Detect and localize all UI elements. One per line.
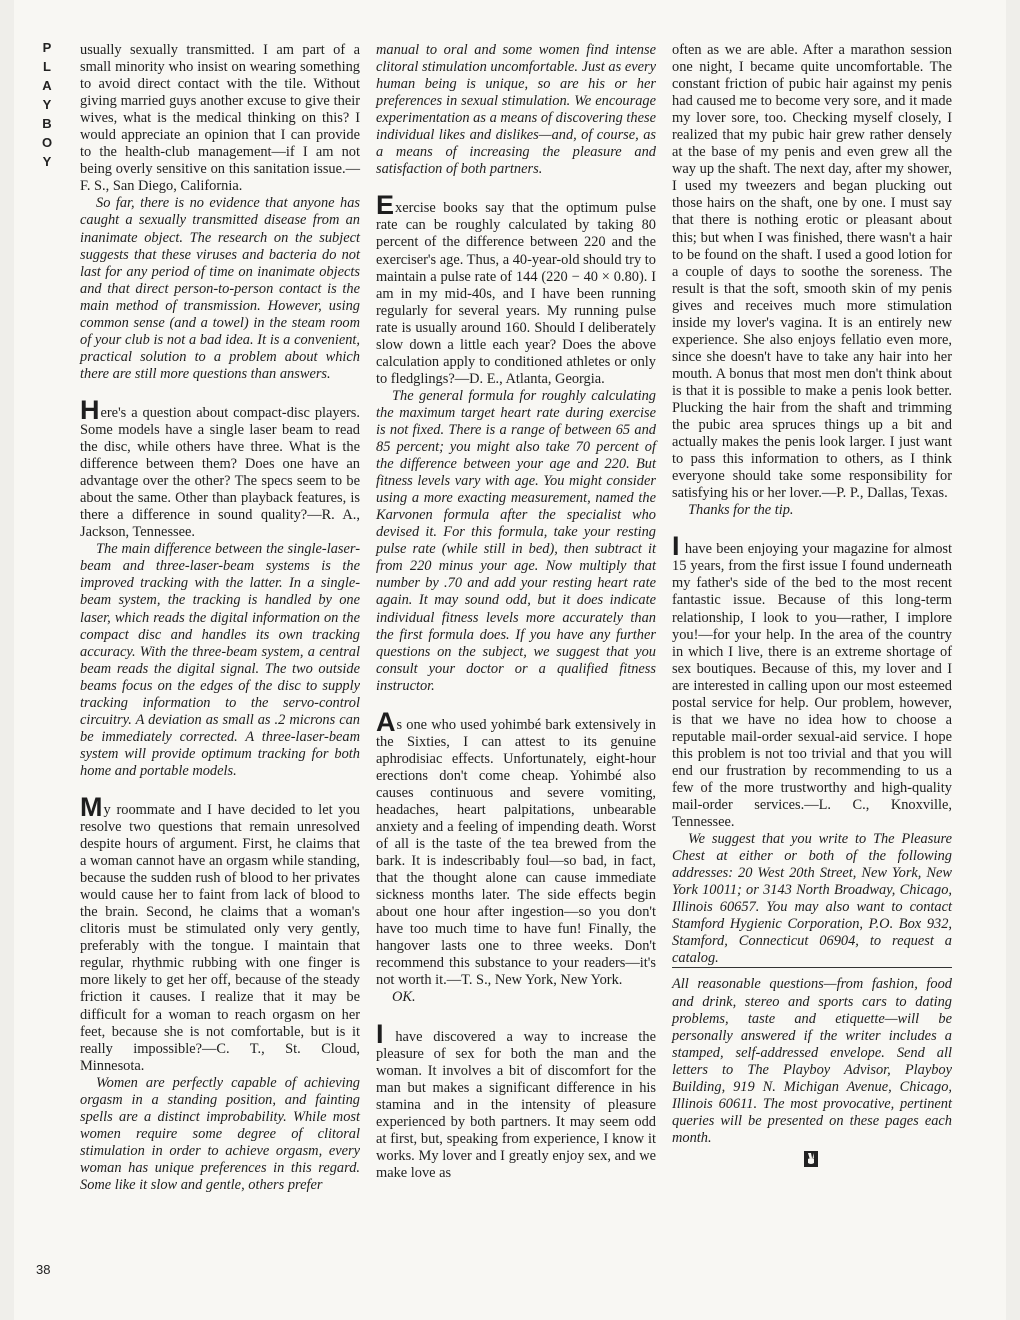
running-head-letter: A <box>42 78 52 93</box>
rabbit-head-icon <box>804 1151 818 1167</box>
letter-body: ere's a question about compact-disc players. Some models have a single laser beam to read the disc, while others have three. What is the difference between them? Does one have an advantage over the other? The specs seem to be about the same. Other than playback features, is there a difference in sound quality?—R. A., Jackson, Tennessee. <box>80 404 360 541</box>
letter-text <box>80 791 360 1075</box>
running-head-letter: P <box>42 40 52 55</box>
column-1 <box>80 42 360 1194</box>
column-3 <box>672 42 952 1167</box>
advisor-answer: Women are perfectly capable of achieving orgasm in a standing position, and fainting spells are a distinct improbability. While most women require some degree of clitoral stimulation in order to achieve orgasm, every woman has unique preferences in this regard. Some like it slow and gentle, others prefer <box>80 1074 360 1193</box>
drop-cap: I <box>672 531 680 562</box>
drop-cap: A <box>376 706 396 737</box>
running-head-letter: B <box>42 116 52 131</box>
running-head-letter: O <box>41 135 53 150</box>
running-head-letter: L <box>43 59 51 74</box>
advisor-answer: The main difference between the single-laser-beam and three-laser-beam systems is the improved tracking with the latter. In a single-beam system, the tracking is handled by one laser, which reads the digital information on the compact disc and handles its own tracking accuracy. With the three-beam system, a central beam reads the digital signal. The two outside beams focus on the edges of the disc to supply tracking information to the servo-control circuitry. A deviation as small as .2 microns can be immediately corrected. A three-laser-beam system will provide optimum tracking for both home and portable models. <box>80 541 360 779</box>
letter-text: often as we are able. After a marathon session one night, I became quite uncomfortable. The constant friction of pubic hair against my penis had caused me to become very sore, and it made my lover sore, too. Checking myself closely, I realized that my pubic hair grew rather densely at the base of my penis and even grew all the way up the shaft. The next day, after my shower, I used my tweezers and began plucking out those hairs on the shaft, one by one. I must say that there is nothing erotic or pleasant about this; but when I was finished, there wasn't a hair to be found on the shaft. I used a good lotion for a couple of days to soothe the soreness. The result is that the soft, smooth skin of my penis gives and receives much more stimulation inside my lover's vagina. It is an entirely new experience. She also enjoys fellatio even more, since she doesn't have to take any hair into her mouth. A bonus that most men don't think about is that it is possible to make a penis look better. Plucking the hair from the shaft and trimming the pubic area spruces things up a bit and actually makes the penis look larger. I just want to pass this information to others, as I think everyone should take some responsibility for satisfying his or her lover.—P. P., Dallas, Texas. <box>672 42 952 502</box>
letter-body: xercise books say that the optimum pulse rate can be roughly calculated by taking 80 percent of the difference between 220 and the exerciser's age. Thus, a 40-year-old should try to maintain a pulse rate of 144 (220 − 40 × 0.80). I am in my mid-40s, and I have been running regularly for several years. My running pulse rate is usually around 160. Should I deliberately slow down a little each year? Does the above calculation apply to conditioned athletes or only to fledglings?—D. E., Atlanta, Georgia. <box>376 200 656 387</box>
drop-cap: H <box>80 394 100 425</box>
advisor-answer: manual to oral and some women find intense clitoral stimulation uncomfortable. Just as every human being is unique, so are his or her preferences in sexual stimulation. We encourage experimentation as a means of discovering these individual likes and dislikes—and, of course, as a means of increasing the pleasure and satisfaction of both partners. <box>376 42 656 178</box>
running-head-letter: Y <box>42 154 52 169</box>
letter-body: y roommate and I have decided to let you resolve two questions that remain unresolved despite hours of argument. First, he claims that a woman cannot have an orgasm while standing, because the sudden rush of blood to her privates would cause her to faint from lack of blood to the brain. Second, he claims that a woman's clitoris must be stimulated only very gently, preferably with the tongue. I maintain that regular, rhythmic rubbing with one finger is more likely to get her off, because of the steady friction it causes. I realize that it may be difficult for a woman to reach orgasm on her feet, because she is not comfortable, but is it really impossible?—C. T., St. Cloud, Minnesota. <box>80 801 360 1074</box>
column-2 <box>376 42 656 1182</box>
submission-note: All reasonable questions—from fashion, food and drink, stereo and sports cars to dating problems, taste and etiquette—will be personally answered if the writer includes a stamped, self-addressed envelope. Send all letters to The Playboy Advisor, Playboy Building, 919 N. Michigan Avenue, Chicago, Illinois 60611. The most provocative, pertinent queries will be presented on these pages each month. <box>672 967 952 1146</box>
advisor-answer: Thanks for the tip. <box>688 502 794 519</box>
running-head <box>34 38 60 171</box>
page-number: 38 <box>36 1262 51 1277</box>
advisor-answer: We suggest that you write to The Pleasure Chest at either or both of the following addresses: 20 West 20th Street, New York, New York 10011; or 3143 North Broadway, Chicago, Illinois 60657. You may also want to contact Stamford Hygienic Corporation, P.O. Box 932, Stamford, Connecticut 06904, to request a catalog. <box>672 831 952 967</box>
advisor-answer: So far, there is no evidence that anyone has caught a sexually transmitted disease from an inanimate object. The research on the subject suggests that these viruses and bacteria do not last for any period of time on inanimate objects and that direct person-to-person contact is the main method of transmission. However, using common sense (and a towel) in the steam room of your club is not a bad idea. It is a convenient, practical solution to a problem about which there are still more questions than answers. <box>80 195 360 382</box>
drop-cap: M <box>80 791 103 822</box>
drop-cap: I <box>376 1018 384 1049</box>
running-head-letter: Y <box>42 97 52 112</box>
letter-text <box>376 190 656 388</box>
advisor-answer: OK. <box>392 989 416 1006</box>
letter-text <box>80 394 360 541</box>
drop-cap: E <box>376 190 395 221</box>
magazine-page <box>14 0 1006 1320</box>
letter-text: usually sexually transmitted. I am part of a small minority who insist on wearing something to avoid direct contact with the tile. Without giving married guys another excuse to give their wives, what is the medical thinking on this? I would appreciate an opinion that I can provide to the health-club management—if I am not being overly sensitive on this sanitation issue.—F. S., San Diego, California. <box>80 42 360 195</box>
letter-text <box>672 531 952 831</box>
letter-body: s one who used yohimbé bark extensively in the Sixties, I can attest to its genuine aphrodisiac effects. Unfortunately, eight-hour erections don't come cheap. Yohimbé also causes continuous and severe vomiting, headaches, heart palpitations, unbearable anxiety and a feeling of impending death. Worst of all is the taste of the tea brewed from the bark. It is indescribably foul—so bad, in fact, that the thought alone can cause immediate sickness months later. The side effects begin about one hour after ingestion—so you don't have too much time to have fun! Finally, the hangover lasts one to three weeks. Don't recommend this substance to your readers—it's not worth it.—T. S., New York, New York. <box>376 716 656 989</box>
letter-text <box>376 1018 656 1182</box>
advisor-answer: The general formula for roughly calculating the maximum target heart rate during exercise is not fixed. There is a range of between 65 and 85 percent; you might also take 70 percent of the difference between your age and 220. But fitness levels vary with age. You might consider using a more exacting measurement, named the Karvonen formula after the specialist who devised it. For this formula, take your resting pulse rate (while still in bed), then subtract it from 220 minus your age. Now multiply that number by .70 and add your resting heart rate again. It may sound odd, but it does indicate individual fitness levels more accurately than the first formula does. If you have any further questions on the subject, we suggest that you consult your doctor or a qualified fitness instructor. <box>376 387 656 694</box>
letter-body: have discovered a way to increase the pleasure of sex for both the man and the woman. It involves a bit of discomfort for the man but makes a significant difference in his stamina and in the intensity of pleasure experienced by both partners. It may seem odd at first, but, speaking from experience, I know it works. My lover and I greatly enjoy sex, and we make love as <box>376 1028 656 1181</box>
letter-text <box>376 706 656 990</box>
letter-body: have been enjoying your magazine for almost 15 years, from the first issue I found underneath my father's side of the bed to the most recent fantastic issue. Because of this long-term relationship, I look to you—rather, I implore you!—for your help. In the area of the country in which I live, there is an extreme shortage of sex boutiques. Because of this, my lover and I are interested in calling upon our most esteemed postal service for help. Our problem, however, is that we have no idea how to choose a reputable mail-order sexual-aid service. I hope this problem is not too trivial and that you will end our frustration by recommending to us a few of the more trustworthy and high-quality mail-order services.—L. C., Knoxville, Tennessee. <box>672 541 952 831</box>
